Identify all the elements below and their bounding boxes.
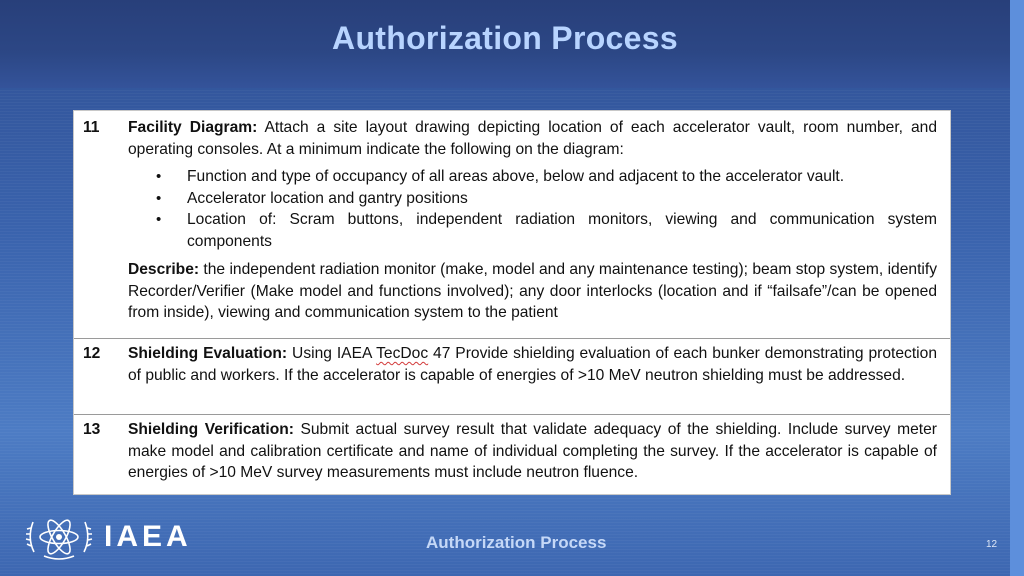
row-heading: Facility Diagram: <box>128 119 258 136</box>
footer-title: Authorization Process <box>426 533 607 552</box>
describe-text: the independent radiation monitor (make, model and any maintenance testing); beam stop system, identify Recorder/Verifier (Make model and functions involved); any door interlocks (location and if “failsafe”/can be opened from inside), viewing and communication system to the patient <box>128 261 937 321</box>
logo-text: IAEA <box>104 520 192 553</box>
row-text: Submit actual survey result that validate adequacy of the shielding. Include survey meter make model and calibration certificate and name of individual completing the survey. If the accelerator is capable of energies of >10 MeV survey measurements must include neutron fluence. <box>128 421 937 481</box>
list-item: • Function and type of occupancy of all areas above, below and adjacent to the accelerator vault. <box>128 166 937 188</box>
content-table <box>73 110 951 495</box>
table-row-12 <box>74 338 950 415</box>
row-number: 13 <box>83 421 101 438</box>
describe-paragraph <box>128 259 937 324</box>
spellcheck-flagged-word: TecDoc <box>376 345 429 362</box>
right-accent-strip <box>1010 0 1024 576</box>
list-item: • Accelerator location and gantry positions <box>128 188 937 210</box>
row-text-pre: Using IAEA <box>287 345 377 362</box>
bullet-list <box>128 166 937 252</box>
row-text: Attach a site layout drawing depicting location of each accelerator vault, room number, and operating consoles. At a minimum indicate the following on the diagram: <box>128 119 938 158</box>
slide-title: Authorization Process <box>332 20 678 56</box>
row-number: 11 <box>83 119 100 136</box>
row-number: 12 <box>83 345 101 362</box>
atom-laurel-icon <box>24 512 94 562</box>
page-number: 12 <box>986 539 998 550</box>
row-heading: Shielding Evaluation: <box>128 345 288 362</box>
row-content <box>128 117 937 324</box>
row-heading: Shielding Verification: <box>128 421 294 438</box>
row-content <box>128 343 937 386</box>
row-content <box>128 419 937 484</box>
row-text-post: 47 Provide shielding evaluation of each bunker demonstrating protection of public and workers. If the accelerator is capable of energies of >10 MeV neutron shielding must be addressed. <box>128 345 937 384</box>
table-row-11 <box>74 111 950 339</box>
list-item: • Location of: Scram buttons, independent radiation monitors, viewing and communication system components <box>128 209 937 252</box>
iaea-logo <box>24 512 192 562</box>
describe-heading: Describe: <box>128 261 200 278</box>
row-paragraph <box>128 117 937 160</box>
table-row-13 <box>74 414 950 496</box>
